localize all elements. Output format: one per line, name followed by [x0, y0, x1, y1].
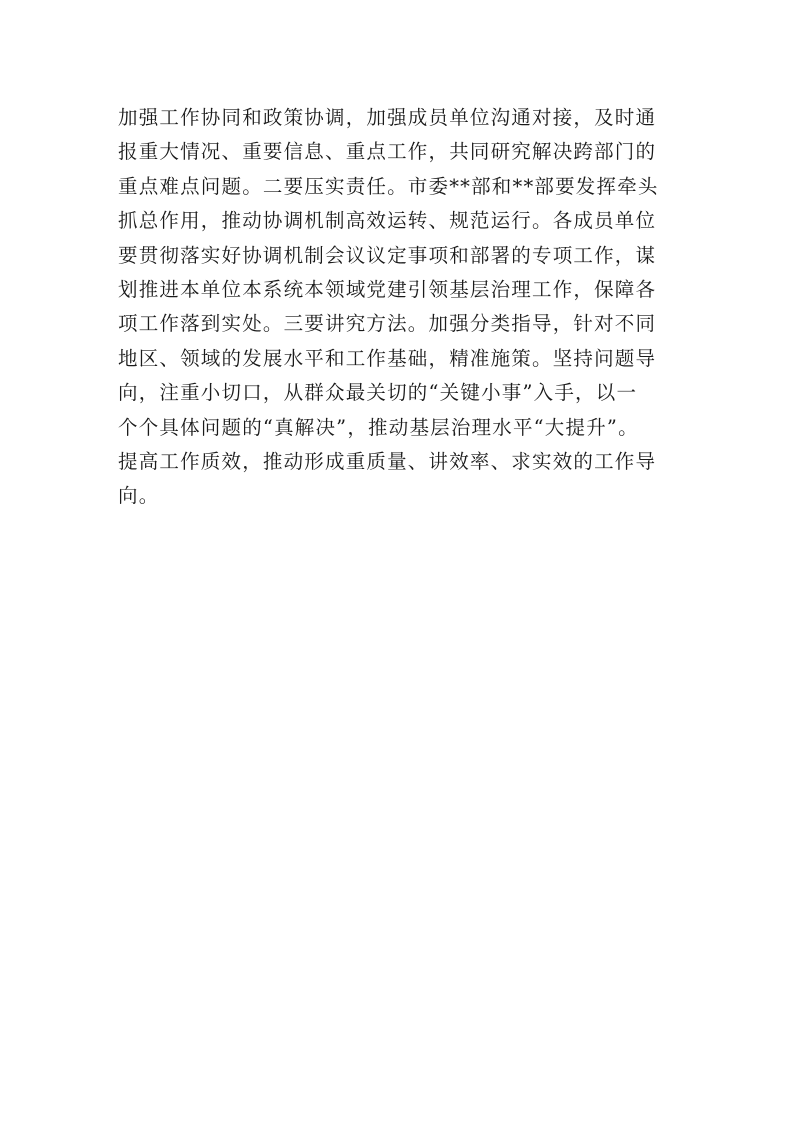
- text-line: 划推进本单位本系统本领域党建引领基层治理工作，保障各: [118, 277, 657, 301]
- text-line: 加强工作协同和政策协调，加强成员单位沟通对接，及时通: [118, 106, 657, 129]
- text-line: 个个具体问题的“真解决”，推动基层治理水平“大提升”。: [118, 415, 639, 439]
- body-paragraph: [118, 101, 678, 514]
- text-line: 向，注重小切口，从群众最关切的“关键小事”入手，以一: [118, 381, 638, 405]
- text-line: 向。: [118, 484, 160, 508]
- text-line: 要贯彻落实好协调机制会议议定事项和部署的专项工作，谋: [118, 243, 657, 267]
- text-line: 重点难点问题。二要压实责任。市委**部和**部要发挥牵头: [118, 174, 659, 198]
- text-line: 地区、领域的发展水平和工作基础，精准施策。坚持问题导: [118, 346, 657, 370]
- text-line: 项工作落到实处。三要讲究方法。加强分类指导，针对不同: [118, 312, 657, 336]
- text-line: 抓总作用，推动协调机制高效运转、规范运行。各成员单位: [118, 209, 657, 233]
- text-line: 提高工作质效，推动形成重质量、讲效率、求实效的工作导: [118, 449, 657, 473]
- text-line: 报重大情况、重要信息、重点工作，共同研究解决跨部门的: [118, 140, 657, 164]
